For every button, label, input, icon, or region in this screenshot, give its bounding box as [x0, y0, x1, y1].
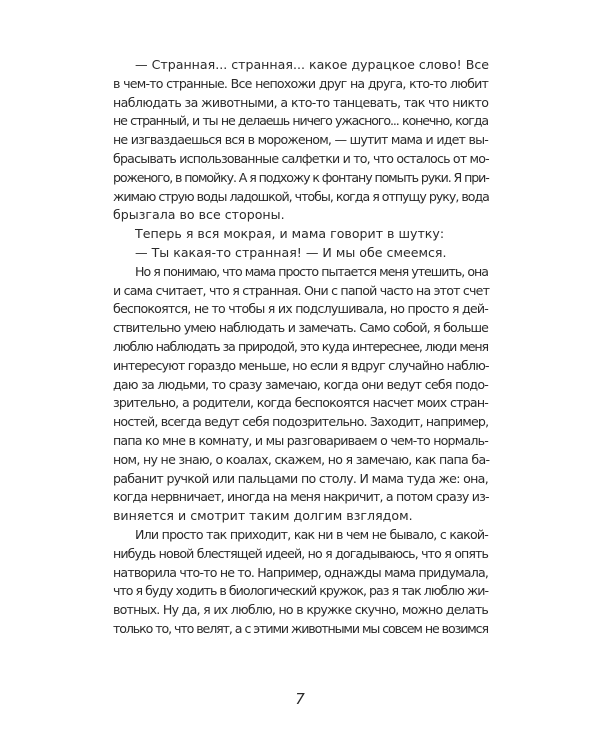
- text-line: папа ко мне в комнату, и мы разговариваем о чем-то нормаль-: [113, 432, 488, 448]
- text-line: в чем-то странные. Все непохожи друг на друга, кто-то любит: [113, 75, 488, 91]
- text-line: вотных. Ну да, я их люблю, но в кружке скучно, можно делать: [113, 602, 488, 618]
- text-line: Или просто так приходит, как ни в чем не бывало, с какой-: [135, 526, 488, 542]
- text-line: виняется и смотрит таким долгим взглядом.: [113, 508, 413, 524]
- text-line: жимаю струю воды ладошкой, чтобы, когда я отпущу руку, вода: [113, 188, 489, 204]
- text-line: — Ты какая-то странная! — И мы обе смеемся.: [135, 244, 447, 260]
- text-line: люблю наблюдать за природой, это куда интереснее, люди меня: [113, 338, 488, 354]
- text-line: интересуют гораздо меньше, но если я вдруг случайно наблю-: [113, 357, 489, 373]
- text-line: роженого, в помойку. А я подхожу к фонтану помыть руки. Я при-: [113, 169, 489, 185]
- page-body-text: [113, 56, 488, 639]
- text-line: зрительно, а родители, когда беспокоятся насчет моих стран-: [113, 395, 488, 411]
- text-line: беспокоятся, не то чтобы я их подслушивала, но просто я дей-: [113, 301, 488, 317]
- text-line: когда нервничает, иногда на меня накричит, а потом сразу из-: [113, 489, 489, 505]
- text-line: наблюдать за животными, а кто-то танцевать, так что никто: [113, 94, 489, 110]
- text-line: даю за людьми, то сразу замечаю, когда они ведут себя подо-: [113, 376, 488, 392]
- text-line: ствительно умею наблюдать и замечать. Само собой, я больше: [113, 320, 488, 336]
- text-line: рабанит ручкой или пальцами по столу. И мама туда же: она,: [113, 470, 488, 486]
- text-line: только то, что велят, а с этими животными мы совсем не возимся: [113, 620, 488, 636]
- text-line: брызгала во все стороны.: [113, 207, 285, 223]
- text-line: и сама считает, что я странная. Они с папой часто на этот счет: [113, 282, 490, 298]
- text-line: Теперь я вся мокрая, и мама говорит в шутку:: [135, 226, 445, 242]
- text-line: нибудь новой блестящей идеей, но я догадываюсь, что я опять: [113, 545, 488, 561]
- text-line: — Странная... странная... какое дурацкое слово! Все: [135, 57, 490, 72]
- text-line: Но я понимаю, что мама просто пытается меня утешить, она: [135, 263, 488, 279]
- text-line: что я буду ходить в биологический кружок, раз я так люблю жи-: [113, 583, 488, 599]
- text-line: ностей, всегда ведут себя подозрительно. Заходит, например,: [113, 414, 489, 430]
- text-line: не изгваздаешься вся в мороженом, — шутит мама и идет вы-: [113, 132, 488, 148]
- page-number: 7: [295, 690, 305, 708]
- text-line: не странный, и ты не делаешь ничего ужасного... конечно, когда: [113, 113, 488, 129]
- text-line: ном, ну не знаю, о коалах, скажем, но я замечаю, как папа ба-: [113, 451, 490, 467]
- text-line: натворила что-то не то. Например, однажды мама придумала,: [113, 564, 489, 580]
- text-line: брасывать использованные салфетки и то, что осталось от мо-: [113, 150, 489, 166]
